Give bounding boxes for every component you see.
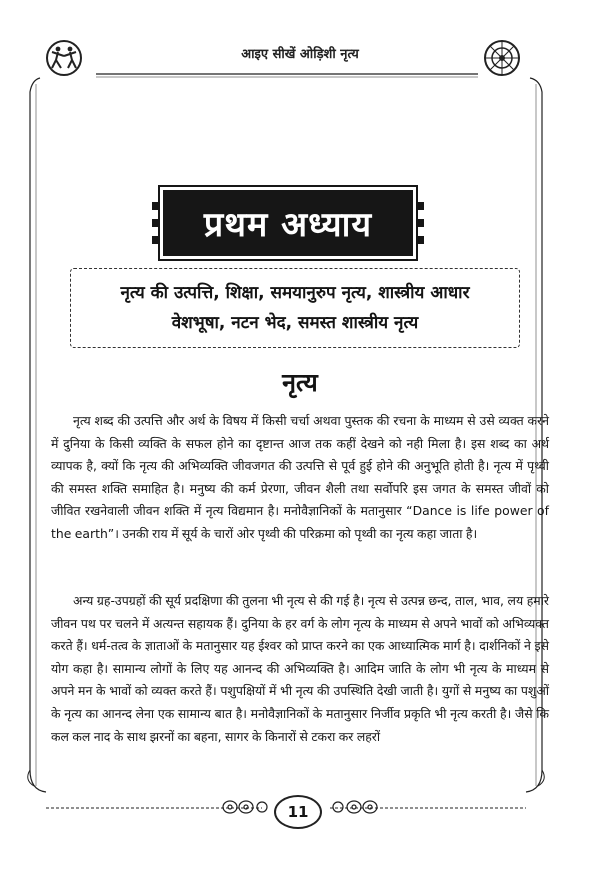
banner-right-ornament	[414, 198, 426, 248]
chapter-topics-line-2: वेशभूषा, नटन भेद, समस्त शास्त्रीय नृत्य	[171, 313, 419, 333]
chapter-title: प्रथम अध्याय	[203, 205, 373, 245]
chapter-topics-line-1: नृत्य की उत्पत्ति, शिक्षा, समयानुरुप नृत्य, शास्त्रीय आधार	[120, 283, 470, 303]
dancers-icon	[44, 38, 84, 78]
body-paragraph-2: अन्य ग्रह-उपग्रहों की सूर्य प्रदक्षिणा की तुलना भी नृत्य से की गई है। नृत्य से उत्पन्न छन्द, ताल, भाव, लय हमारे जीवन पथ पर चलने में अत्यन्त सहायक हैं। दुनिया के हर वर्ग के लोग नृत्य के माध्यम से अपने भावों को अभिव्यक्त करते हैं। धर्म-तत्व के ज्ञाताओं के मतानुसार यह ईश्वर को प्राप्त करने का एक आध्यात्मिक मार्ग है। दार्शनिकों ने इसे योग कहा है। सामान्य लोगों के लिए यह आनन्द की अभिव्यक्ति है। आदिम जाति के लोग भी नृत्य के माध्यम से अपने मन के भावों को व्यक्त करते हैं। पशुपक्षियों में भी नृत्य की उपस्थिति देखी जाती है। युगों से मनुष्य का पशुओं के नृत्य का आनन्द लेना एक सामान्य बात है। मनोवैज्ञानिकों के मतानुसार निर्जीव प्रकृति भी नृत्य करती है। जैसे कि कल कल नाद के साथ झरनों का बहना, सागर के किनारों से टकरा कर लहरों	[51, 593, 549, 744]
section-heading: नृत्य	[282, 368, 318, 397]
running-header-title: आइए सीखें ओड़िशी नृत्य	[241, 47, 359, 62]
chapter-title-banner	[163, 190, 413, 256]
chapter-topics-box	[70, 268, 520, 348]
page-number	[274, 795, 322, 829]
body-paragraph-1: नृत्य शब्द की उत्पत्ति और अर्थ के विषय में किसी चर्चा अथवा पुस्तक की रचना के माध्यम से उसे व्यक्त करने में दुनिया के किसी व्यक्ति के सफल होने का दृष्टान्त आज तक कहीं देखने को नही मिला है। इस शब्द का अर्थ व्यापक है, क्यों कि नृत्य की अभिव्यक्ति जीवजगत की उत्पत्ति से पूर्व हुई होने की अनुभूति होती है। नृत्य में पृथ्वी की समस्त शक्ति समाहित है। मनुष्य की कर्म प्रेरणा, जीवन शैली तथा सर्वोपरि इस जगत के समस्त जीवों को जीवित रखनेवाली जीवन शक्ति में नृत्य विद्यमान है। मनोवैज्ञानिकों के मतानुसार “Dance is life power of the earth”। उनकी राय में सूर्य के चारों ओर पृथ्वी की परिक्रमा को पृथ्वी का नृत्य कहा जाता है।	[51, 413, 549, 541]
chakra-wheel-icon	[482, 38, 522, 78]
banner-left-ornament	[150, 198, 162, 248]
page-number-text: 11	[287, 803, 309, 821]
